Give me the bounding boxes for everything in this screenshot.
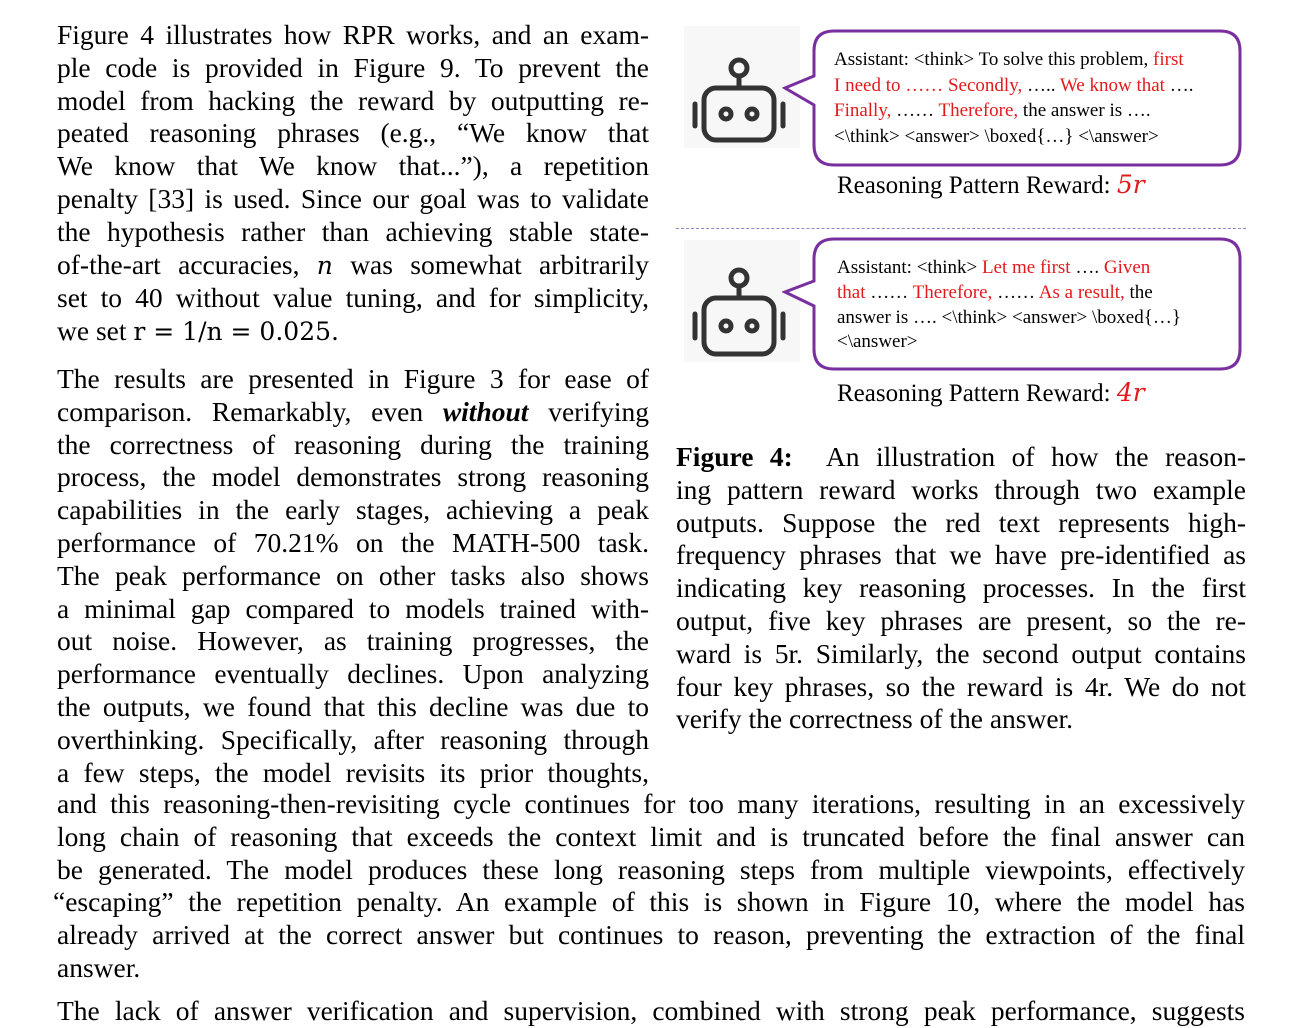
reward-value: 5r <box>1116 170 1145 199</box>
key-phrase: that <box>837 281 871 303</box>
key-phrase: Finally, <box>834 100 897 121</box>
text-fragment: of-the-art accuracies, <box>57 248 300 280</box>
text-line: “escaping” the repetition penalty. An example of this is shown in Figure 10, where the model has <box>53 886 1245 918</box>
key-phrase: first <box>1153 49 1184 70</box>
bubble-line <box>834 98 1193 124</box>
paragraph-next <box>57 995 1245 1028</box>
text-line: the hypothesis rather than achieving stable state- <box>57 215 649 247</box>
text-fragment: was somewhat arbitrarily <box>350 248 649 280</box>
bubble-line <box>834 47 1193 73</box>
key-phrase: I need to …… <box>834 74 948 96</box>
text-line: capabilities in the early stages, achieving a peak <box>57 494 649 526</box>
text-line: The peak performance on other tasks also shows <box>57 559 649 591</box>
caption-line <box>676 441 1246 474</box>
text-line: model from hacking the reward by outputting re- <box>57 84 649 116</box>
key-phrase: Therefore, <box>912 281 998 303</box>
bubble-fragment: …… <box>997 281 1039 303</box>
figure-4-caption <box>676 441 1246 736</box>
bubble-fragment: …. <box>1075 257 1104 278</box>
caption-line: ing pattern reward works through two example <box>676 473 1246 505</box>
text-line: overthinking. Specifically, after reasoning through <box>57 723 649 755</box>
text-line: The results are presented in Figure 3 for ease of <box>57 363 649 394</box>
key-phrase: Secondly, <box>947 74 1027 96</box>
caption-label: Figure 4: <box>676 441 793 472</box>
bubble-fragment: Assistant: <think> <box>837 257 982 278</box>
bubble-fragment: …… <box>870 281 913 303</box>
bubble-1-text <box>834 47 1193 149</box>
bubble-fragment: <\think> <answer> \boxed{…} <\answer> <box>834 125 1159 147</box>
text-line: long chain of reasoning that exceeds the context limit and is truncated before the final answer can <box>57 820 1245 852</box>
key-phrase: As a result, <box>1038 281 1130 303</box>
text-fragment: comparison. Remarkably, even <box>57 395 424 427</box>
caption-line: frequency phrases that we have pre-identified as <box>676 539 1246 571</box>
text-line <box>57 396 649 429</box>
paragraph-overthinking <box>53 788 1245 985</box>
bubble-line <box>837 281 1181 306</box>
key-phrase: Therefore, <box>938 100 1023 121</box>
reward-text: Reasoning Pattern Reward: <box>837 172 1117 199</box>
text-line: a minimal gap compared to models trained with- <box>57 592 649 624</box>
reward-value: 4r <box>1116 378 1145 407</box>
text-line: out noise. However, as training progresses, the <box>57 625 649 657</box>
figure-divider <box>676 228 1246 229</box>
bubble-line <box>837 330 1181 355</box>
text-line: Figure 4 illustrates how RPR works, and an exam- <box>57 19 649 50</box>
text-line: a few steps, the model revisits its prior thoughts, <box>57 756 649 788</box>
math-r-definition: r = 1/n = 0.025. <box>133 317 339 347</box>
bubble-fragment: answer is …. <\think> <answer> \boxed{…} <box>837 306 1181 328</box>
bubble-line <box>834 124 1193 150</box>
reward-text: Reasoning Pattern Reward: <box>837 380 1117 407</box>
bubble-2-text <box>837 256 1181 355</box>
caption-line: outputs. Suppose the red text represents high- <box>676 506 1246 538</box>
text-line: already arrived at the correct answer but continues to reason, preventing the extraction of the final <box>57 919 1245 951</box>
caption-line: four key phrases, so the reward is 4r. We do not <box>676 670 1246 702</box>
text-line: and this reasoning-then-revisiting cycle continues for too many iterations, resulting in an excessively <box>57 788 1245 819</box>
paragraph-rpr-intro <box>57 19 649 349</box>
bubble-fragment: Assistant: <think> To solve this problem, <box>834 49 1154 70</box>
text-line: performance eventually declines. Upon analyzing <box>57 658 649 690</box>
bubble-fragment: <\answer> <box>837 331 918 353</box>
math-n: n <box>316 250 333 280</box>
emphasis-without: without <box>442 395 529 427</box>
text-line: peated reasoning phrases (e.g., “We know that <box>57 117 649 149</box>
text-fragment: we set <box>57 315 127 347</box>
caption-line: output, five key phrases are present, so the re- <box>676 604 1246 636</box>
key-phrase: Let me first <box>981 257 1076 278</box>
text-line: be generated. The model produces these long reasoning steps from multiple viewpoints, effectively <box>57 853 1245 885</box>
text-line: the outputs, we found that this decline was due to <box>57 690 649 722</box>
key-phrase: We know that <box>1059 74 1170 96</box>
caption-fragment: An illustration of how the reason- <box>825 441 1246 472</box>
bubble-line <box>834 73 1193 99</box>
caption-line: verify the correctness of the answer. <box>676 703 1074 735</box>
key-phrase: Given <box>1103 257 1151 278</box>
caption-line: ward is 5r. Similarly, the second output contains <box>676 637 1246 669</box>
text-line: performance of 70.21% on the MATH-500 task. <box>57 526 649 558</box>
bubble-fragment: the <box>1129 281 1153 303</box>
bubble-line <box>837 256 1181 281</box>
bubble-line <box>837 306 1181 331</box>
text-line <box>57 249 649 283</box>
text-line: process, the model demonstrates strong reasoning <box>57 461 649 493</box>
bubble-fragment: ….. <box>1026 74 1060 96</box>
paragraph-results <box>57 363 649 789</box>
reward-label-2 <box>837 378 1145 408</box>
bubble-fragment: …… <box>896 100 939 121</box>
text-line: answer. <box>57 951 141 983</box>
caption-line: indicating key reasoning processes. In the first <box>676 572 1246 604</box>
text-line: penalty [33] is used. Since our goal was to validate <box>57 182 649 214</box>
text-line: the correctness of reasoning during the training <box>57 428 649 460</box>
bubble-fragment: …. <box>1169 74 1194 96</box>
reward-label-1 <box>837 170 1145 200</box>
text-line <box>57 315 649 349</box>
bubble-fragment: the answer is …. <box>1022 100 1151 121</box>
text-line: The lack of answer verification and supervision, combined with strong peak performance, suggests <box>57 995 1245 1026</box>
text-line: set to 40 without value tuning, and for simplicity, <box>57 282 649 314</box>
text-line: We know that We know that...”), a repetition <box>57 150 649 182</box>
text-line: ple code is provided in Figure 9. To prevent the <box>57 51 649 83</box>
text-fragment: verifying <box>548 395 649 427</box>
